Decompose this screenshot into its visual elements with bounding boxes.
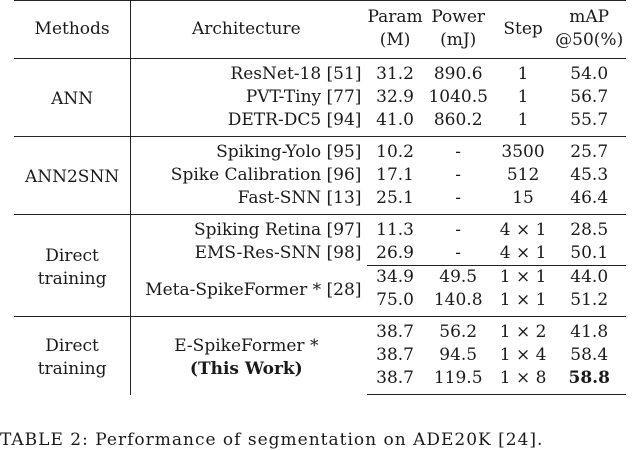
step-cell: 1 × 1	[499, 290, 547, 310]
header-param	[367, 1, 422, 59]
table-row	[14, 317, 626, 345]
method-cell-ann2snn: ANN2SNN	[14, 137, 131, 215]
arch-cell: Spiking-Yolo [95]	[131, 137, 368, 165]
step-cell: 4 × 1	[499, 243, 547, 263]
step-cell: 1	[517, 110, 529, 130]
table-row	[14, 59, 626, 87]
step-cell: 4 × 1	[494, 215, 553, 243]
method-line: training	[37, 268, 107, 289]
map-cell: 56.7	[570, 87, 609, 107]
map-cell: 25.7	[552, 137, 626, 165]
map-cell: 41.8	[552, 317, 626, 345]
arch-cell: DETR-DC5 [94]	[227, 110, 362, 130]
arch-cell: PVT-Tiny [77]	[245, 87, 362, 107]
power-cell: 119.5	[423, 367, 494, 395]
param-cell: 34.9	[367, 266, 422, 290]
header-row	[14, 1, 626, 59]
power-cell: 56.2	[423, 317, 494, 345]
arch-cell: Spike Calibration [96]	[170, 165, 362, 185]
step-cell: 512	[506, 165, 540, 185]
map-cell: 46.4	[570, 188, 609, 208]
table-row	[14, 137, 626, 165]
header-map-unit: @50(%)	[555, 30, 624, 50]
param-cell: 17.1	[376, 165, 414, 185]
param-cell: 38.7	[367, 317, 422, 345]
step-cell: 1	[517, 87, 529, 107]
param-cell: 11.3	[367, 215, 422, 243]
param-cell: 38.7	[376, 345, 414, 365]
step-cell: 1 × 1	[494, 266, 553, 290]
step-cell: 1 × 4	[499, 345, 547, 365]
method-line: Direct	[45, 335, 99, 356]
header-step: Step	[503, 18, 543, 39]
arch-cell: ResNet-18 [51]	[131, 59, 368, 87]
this-work-label: (This Work)	[189, 358, 303, 379]
results-table	[14, 0, 626, 395]
power-cell: 49.5	[423, 266, 494, 290]
param-cell: 31.2	[367, 59, 422, 87]
map-cell-best: 58.8	[552, 367, 626, 395]
map-cell: 45.3	[570, 165, 609, 185]
map-cell: 44.0	[552, 266, 626, 290]
header-param-label: Param	[367, 7, 423, 27]
header-map-label: mAP	[569, 7, 610, 27]
map-cell: 54.0	[552, 59, 626, 87]
map-cell: 50.1	[570, 243, 609, 263]
power-cell: 1040.5	[428, 87, 488, 107]
header-power-unit: (mJ)	[440, 30, 477, 50]
method-cell-ann: ANN	[14, 59, 131, 137]
param-cell: 41.0	[376, 110, 414, 130]
method-cell-direct-training-ours	[14, 317, 131, 395]
step-cell: 1 × 8	[494, 367, 553, 395]
header-map	[552, 1, 626, 59]
arch-cell: Spiking Retina [97]	[131, 215, 368, 243]
power-cell: -	[455, 243, 462, 263]
header-power	[423, 1, 494, 59]
step-cell: 15	[512, 188, 534, 208]
map-cell: 55.7	[570, 110, 609, 130]
map-cell: 51.2	[570, 290, 609, 310]
param-cell: 75.0	[376, 290, 414, 310]
step-cell: 1	[494, 59, 553, 87]
param-cell: 32.9	[376, 87, 414, 107]
power-cell: -	[423, 137, 494, 165]
header-methods: Methods	[14, 1, 131, 59]
param-cell: 38.7	[367, 367, 422, 395]
arch-cell: Meta-SpikeFormer * [28]	[145, 280, 362, 301]
power-cell: 94.5	[439, 345, 478, 365]
map-cell: 58.4	[570, 345, 609, 365]
power-cell: 890.6	[423, 59, 494, 87]
param-cell: 25.1	[376, 188, 414, 208]
table-caption: TABLE 2: Performance of segmentation on ADE20K [24].	[0, 430, 544, 450]
method-cell-direct-training	[14, 215, 131, 317]
power-cell: 140.8	[433, 290, 483, 310]
power-cell: -	[455, 188, 462, 208]
arch-cell: EMS-Res-SNN [98]	[194, 243, 362, 264]
step-cell: 3500	[494, 137, 553, 165]
table-row	[14, 215, 626, 243]
param-cell: 26.9	[376, 243, 414, 263]
arch-cell-this-work	[131, 317, 368, 395]
header-power-label: Power	[431, 7, 486, 27]
arch-cell: Fast-SNN [13]	[237, 188, 362, 208]
power-cell: -	[423, 215, 494, 243]
step-cell: 1 × 2	[494, 317, 553, 345]
param-cell: 10.2	[367, 137, 422, 165]
power-cell: -	[455, 165, 462, 185]
arch-name: E-SpikeFormer *	[174, 335, 319, 356]
header-param-unit: (M)	[379, 30, 411, 50]
map-cell: 28.5	[552, 215, 626, 243]
header-architecture: Architecture	[191, 18, 301, 39]
method-line: training	[37, 358, 107, 379]
power-cell: 860.2	[433, 110, 483, 130]
method-line: Direct	[45, 245, 99, 266]
